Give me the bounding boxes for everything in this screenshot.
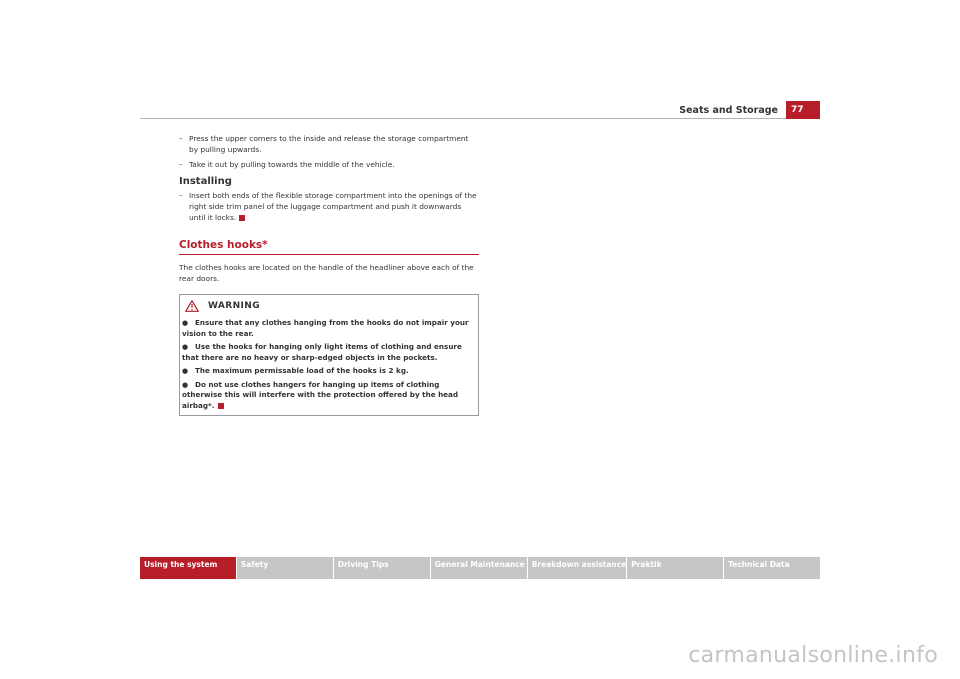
footer-nav [140, 557, 820, 579]
footer-tab-driving-tips[interactable]: Driving Tips [334, 557, 430, 579]
dash-marker: – [179, 191, 183, 200]
page-title: Seats and Storage [679, 105, 778, 116]
bullet-icon: ● [182, 367, 189, 375]
warning-item-text: Ensure that any clothes hanging from the hooks do not impair your vision to the rear. [182, 318, 469, 338]
step-text: Insert both ends of the flexible storage compartment into the openings of the right side trim panel of the luggage compartment and push it downwards until it locks. [189, 191, 477, 222]
warning-box [179, 294, 479, 416]
installing-heading: Installing [179, 176, 232, 187]
warning-item [182, 366, 476, 377]
footer-tab-using-the-system[interactable]: Using the system [140, 557, 236, 579]
footer-tab-praktik[interactable]: Praktik [627, 557, 723, 579]
section-end-icon [218, 403, 224, 409]
clothes-hooks-heading: Clothes hooks* [179, 239, 479, 255]
warning-triangle-icon [185, 300, 199, 312]
content-column [179, 133, 479, 416]
removal-step [179, 133, 479, 155]
warning-item-text: The maximum permissable load of the hooks is 2 kg. [195, 366, 409, 375]
dash-marker: – [179, 134, 183, 143]
warning-item [182, 380, 476, 412]
dash-marker: – [179, 160, 183, 169]
warning-item-text: Use the hooks for hanging only light items of clothing and ensure that there are no heavy or sharp-edged objects in the pockets. [182, 342, 462, 362]
header-rule [140, 118, 820, 119]
step-text: Take it out by pulling towards the middle of the vehicle. [189, 160, 395, 169]
removal-step [179, 159, 479, 170]
footer-tab-breakdown-assistance[interactable]: Breakdown assistance [528, 557, 627, 579]
footer-tab-technical-data[interactable]: Technical Data [724, 557, 820, 579]
clothes-hooks-text: The clothes hooks are located on the handle of the headliner above each of the rear doors. [179, 263, 474, 283]
installing-step [179, 190, 479, 223]
bullet-icon: ● [182, 380, 189, 389]
warning-item [182, 318, 476, 339]
bullet-icon: ● [182, 319, 189, 327]
section-end-icon [239, 215, 245, 221]
warning-item-text: Do not use clothes hangers for hanging up items of clothing otherwise this will interfere with the protection offered by the head airbag*. [182, 379, 459, 410]
warning-header [182, 298, 476, 315]
watermark: carmanualsonline.info [688, 643, 938, 668]
warning-item [182, 342, 476, 363]
footer-tab-general-maintenance[interactable]: General Maintenance [431, 557, 527, 579]
bullet-icon: ● [182, 343, 189, 351]
page-number: 77 [786, 101, 820, 119]
step-text: Press the upper corners to the inside and release the storage compartment by pulling upwards. [189, 134, 469, 154]
warning-title: WARNING [208, 301, 261, 311]
footer-tab-safety[interactable]: Safety [237, 557, 333, 579]
